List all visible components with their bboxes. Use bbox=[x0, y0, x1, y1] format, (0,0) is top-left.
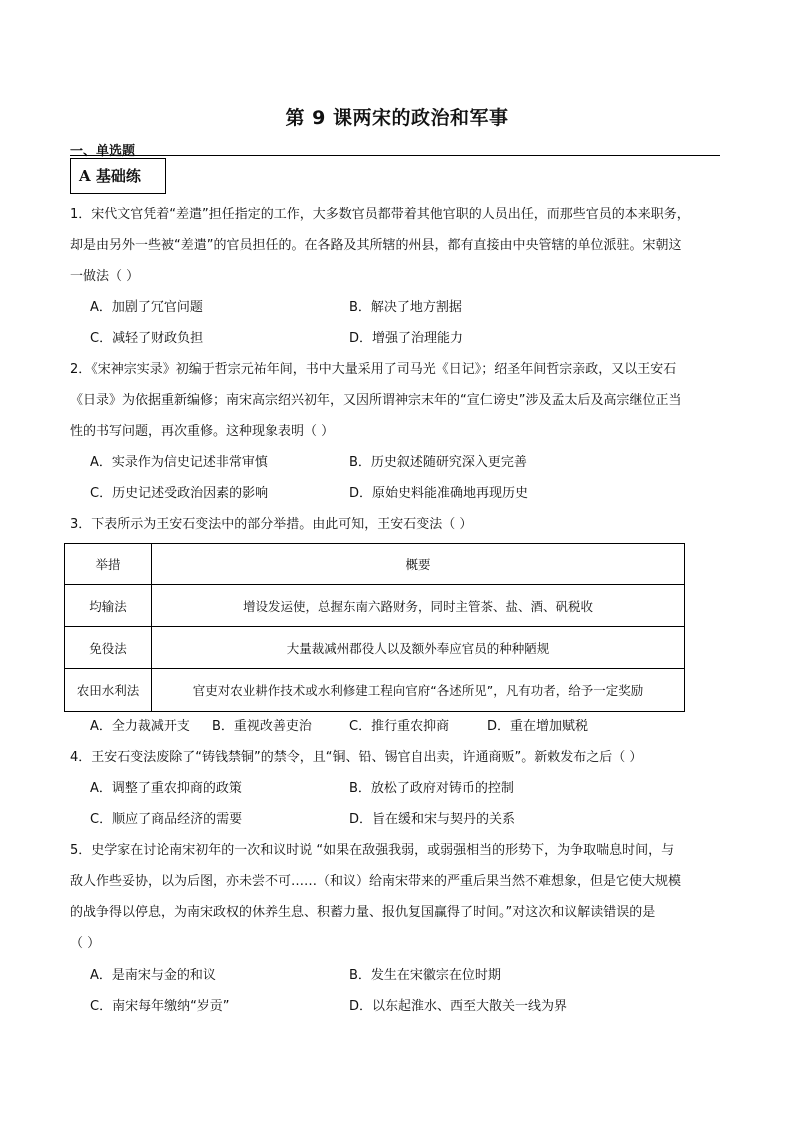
q2-option-d[interactable]: D．原始史料能准确地再现历史 bbox=[349, 486, 529, 501]
q5-option-a[interactable]: A．是南宋与金的和议 bbox=[90, 968, 216, 983]
table-row bbox=[65, 669, 685, 712]
q2-option-c[interactable]: C．历史记述受政治因素的影响 bbox=[90, 486, 269, 501]
page-title: 第 9 课两宋的政治和军事 bbox=[285, 107, 509, 129]
q1-option-b[interactable]: B．解决了地方割据 bbox=[349, 300, 462, 315]
q1-stem-line: 一做法（ ） bbox=[70, 269, 140, 284]
q3-option-b[interactable]: B．重视改善吏治 bbox=[212, 719, 312, 734]
q4-option-c[interactable]: C．顺应了商品经济的需要 bbox=[90, 812, 243, 827]
table-cell: 官吏对农业耕作技术或水利修建工程向官府“各述所见”，凡有功者，给予一定奖励 bbox=[152, 669, 685, 712]
q3-option-d[interactable]: D．重在增加赋税 bbox=[487, 719, 589, 734]
reform-measures-table bbox=[64, 543, 685, 712]
q1-stem-line: 却是由另外一些被“差遣”的官员担任的。在各路及其所辖的州县，都有直接由中央管辖的单位派驻。宋朝这 bbox=[70, 238, 682, 253]
table-cell: 增设发运使，总握东南六路财务，同时主管茶、盐、酒、矾税收 bbox=[152, 585, 685, 627]
q5-option-b[interactable]: B．发生在宋徽宗在位时期 bbox=[349, 968, 501, 983]
q3-option-c[interactable]: C．推行重农抑商 bbox=[349, 719, 450, 734]
q4-option-b[interactable]: B．放松了政府对铸币的控制 bbox=[349, 781, 514, 796]
q5-stem-line: 5．史学家在讨论南宋初年的一次和议时说 “如果在敌强我弱，或弱强相当的形势下，为争取喘息时间，与 bbox=[70, 843, 675, 858]
level-badge bbox=[70, 158, 166, 194]
q1-option-a[interactable]: A．加剧了冗官问题 bbox=[90, 300, 203, 315]
section-heading: 一、单选题 bbox=[70, 144, 136, 159]
q5-stem-line: 的战争得以停息，为南宋政权的休养生息、积蓄力量、报仇复国赢得了时间。”对这次和议解读错误的是 bbox=[70, 905, 656, 920]
section-divider bbox=[70, 155, 720, 156]
table-row bbox=[65, 627, 685, 669]
q3-stem-line: 3．下表所示为王安石变法中的部分举措。由此可知，王安石变法（ ） bbox=[70, 517, 473, 532]
q4-stem-line: 4．王安石变法废除了“铸钱禁铜”的禁令，且“铜、铅、锡官自出卖，许通商贩”。新敕发布之后（ ） bbox=[70, 750, 643, 765]
q4-option-a[interactable]: A．调整了重农抑商的政策 bbox=[90, 781, 242, 796]
q1-option-c[interactable]: C．减轻了财政负担 bbox=[90, 331, 204, 346]
table-row bbox=[65, 585, 685, 627]
q2-stem-line: 性的书写问题，再次重修。这种现象表明（ ） bbox=[70, 424, 335, 439]
q5-stem-line: （ ） bbox=[70, 936, 101, 951]
table-header-row bbox=[65, 544, 685, 585]
q2-stem-line: 2．《宋神宗实录》初编于哲宗元祐年间，书中大量采用了司马光《日记》；绍圣年间哲宗亲政，又以王安石 bbox=[70, 362, 677, 377]
q2-option-b[interactable]: B．历史叙述随研究深入更完善 bbox=[349, 455, 527, 470]
table-cell: 大量裁减州郡役人以及额外奉应官员的种种陋规 bbox=[152, 627, 685, 669]
level-badge-label: A 基础练 bbox=[79, 167, 141, 185]
q5-stem-line: 敌人作些妥协，以为后图，亦未尝不可……（和议）给南宋带来的严重后果当然不难想象，但是它使大规模 bbox=[70, 874, 682, 889]
q3-option-a[interactable]: A．全力裁减开支 bbox=[90, 719, 190, 734]
q1-stem-line: 1．宋代文官凭着“差遣”担任指定的工作，大多数官员都带着其他官职的人员出任，而那些官员的本来职务， bbox=[70, 207, 690, 222]
table-cell: 农田水利法 bbox=[65, 669, 152, 712]
table-cell: 均输法 bbox=[65, 585, 152, 627]
q4-option-d[interactable]: D．旨在缓和宋与契丹的关系 bbox=[349, 812, 516, 827]
table-cell: 免役法 bbox=[65, 627, 152, 669]
q5-option-d[interactable]: D．以东起淮水、西至大散关一线为界 bbox=[349, 999, 568, 1014]
table-header-cell: 举措 bbox=[65, 544, 152, 585]
q2-stem-line: 《日录》为依据重新编修；南宋高宗绍兴初年，又因所谓神宗末年的“宣仁谤史”涉及孟太后及高宗继位正当 bbox=[70, 393, 682, 408]
q2-option-a[interactable]: A．实录作为信史记述非常审慎 bbox=[90, 455, 268, 470]
q5-option-c[interactable]: C．南宋每年缴纳“岁贡” bbox=[90, 999, 230, 1014]
q1-option-d[interactable]: D．增强了治理能力 bbox=[349, 331, 464, 346]
table-header-cell: 概要 bbox=[152, 544, 685, 585]
